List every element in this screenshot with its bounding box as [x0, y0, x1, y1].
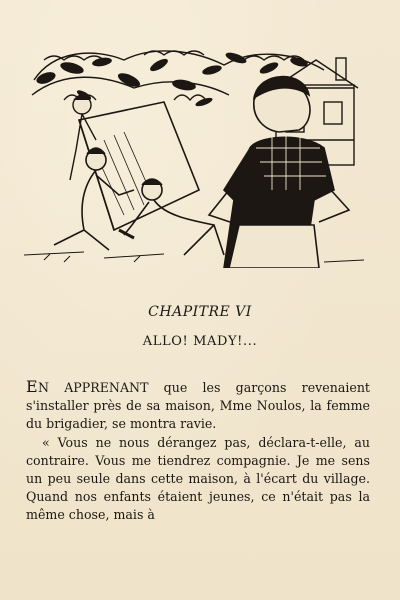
paragraph-1-text: que les garçons revenaient s'installer près de sa maison, Mme Noulos, la femme du brigadier, se montra ravie.	[26, 380, 370, 432]
story-illustration	[24, 40, 364, 268]
small-caps-lead: N APPRENANT	[37, 380, 149, 395]
paragraph-2: « Vous ne nous dérangez pas, déclara-t-elle, au contraire. Vous me tiendrez compagnie. Je me sens un peu seule dans cette maison, à l'écart du village. Quand nos enfants étaient jeunes, ce n'était pas la même chose, mais à	[26, 434, 370, 523]
chapter-title: CHAPITRE VI	[148, 304, 252, 320]
boy-left	[54, 148, 134, 250]
woman	[209, 77, 349, 268]
boy-hammering	[119, 179, 224, 255]
drop-cap: E	[26, 377, 38, 396]
paragraph-1	[26, 378, 370, 434]
body-text	[26, 378, 370, 525]
chapter-subtitle: ALLO! MADY!...	[142, 334, 258, 349]
